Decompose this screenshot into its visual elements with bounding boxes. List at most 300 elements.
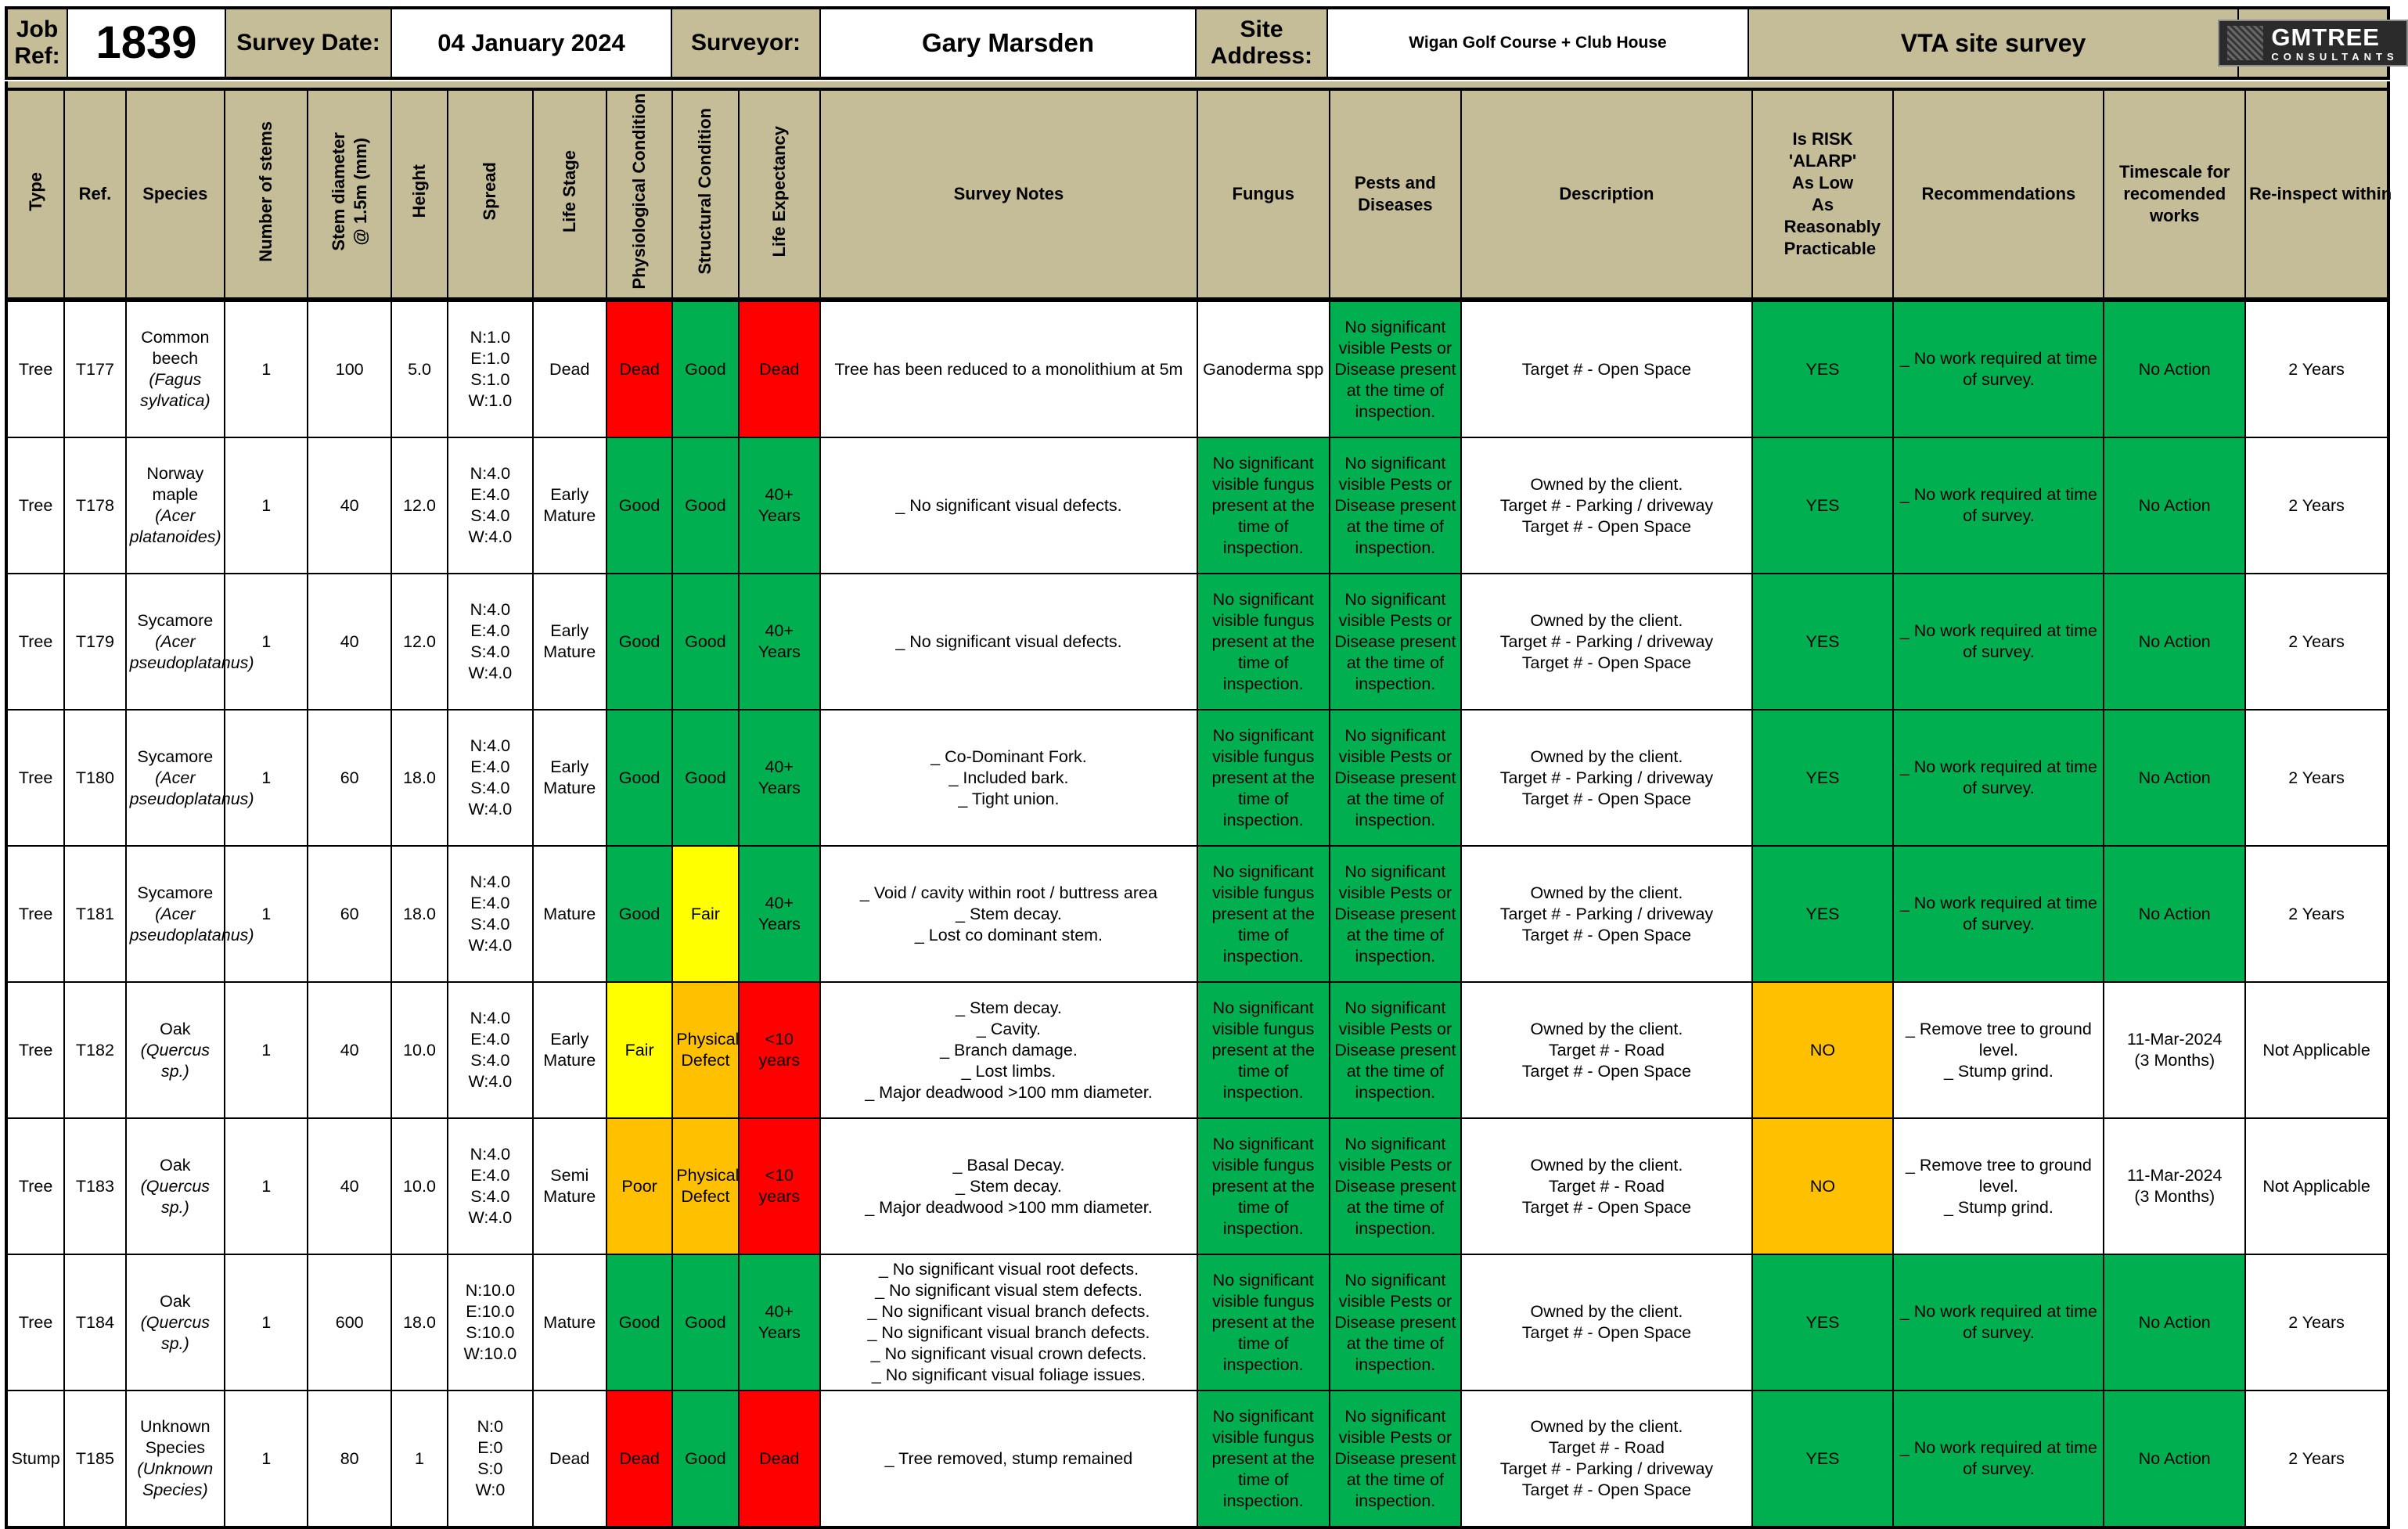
note-line: _ Co-Dominant Fork. — [930, 747, 1087, 766]
cell-physiological: Good — [606, 574, 672, 710]
note-line: _ Lost limbs. — [961, 1061, 1056, 1081]
cell-life-expectancy: <10 years — [739, 1118, 820, 1254]
company-logo — [2238, 8, 2399, 78]
cell-height: 12.0 — [391, 574, 448, 710]
cell-ref: T184 — [64, 1254, 125, 1390]
note-line: _ No significant visual branch defects. — [867, 1302, 1150, 1321]
spread-line: N:1.0 — [470, 328, 511, 347]
description-line: Target # - Parking / driveway — [1499, 495, 1714, 515]
cell-physiological: Good — [606, 437, 672, 574]
spread-line: E:4.0 — [470, 485, 510, 504]
spread-line: N:0 — [477, 1417, 504, 1436]
description-line: Owned by the client. — [1530, 1417, 1683, 1436]
cell-spread — [448, 437, 532, 574]
cell-risk: YES — [1752, 710, 1894, 846]
cell-risk: YES — [1752, 846, 1894, 982]
species-latin: (Fagus sylvatica) — [140, 370, 211, 410]
cell-stems: 1 — [225, 710, 308, 846]
cell-spread — [448, 982, 532, 1118]
cell-species — [126, 437, 225, 574]
cell-type: Tree — [6, 574, 64, 710]
spread-line: N:4.0 — [470, 1145, 511, 1164]
cell-timescale — [2104, 437, 2245, 574]
cell-ref: T185 — [64, 1390, 125, 1527]
spread-line: W:0 — [475, 1480, 506, 1499]
cell-timescale — [2104, 710, 2245, 846]
cell-species — [126, 300, 225, 437]
cell-survey-notes — [820, 1390, 1197, 1527]
cell-timescale — [2104, 300, 2245, 437]
cell-type: Tree — [6, 710, 64, 846]
cell-description — [1461, 437, 1751, 574]
cell-survey-notes — [820, 300, 1197, 437]
description-line: Target # - Open Space — [1521, 1061, 1692, 1081]
tree-logo-icon — [2227, 26, 2263, 60]
col-spread: Spread — [448, 89, 532, 300]
description-line: Target # - Parking / driveway — [1499, 768, 1714, 787]
cell-recommendations — [1893, 710, 2104, 846]
cell-life-stage: Semi Mature — [533, 1118, 606, 1254]
cell-species — [126, 1254, 225, 1390]
cell-spread — [448, 846, 532, 982]
cell-ref: T182 — [64, 982, 125, 1118]
table-row — [6, 710, 2388, 846]
cell-fungus: No significant visible fungus present at the time of inspection. — [1197, 1254, 1330, 1390]
cell-reinspect: 2 Years — [2245, 574, 2388, 710]
col-physiological: Physiological Condition — [606, 89, 672, 300]
cell-height: 12.0 — [391, 437, 448, 574]
cell-type: Tree — [6, 300, 64, 437]
recommendation-line: _ No work required at time of survey. — [1899, 1438, 2097, 1478]
cell-diameter: 40 — [308, 982, 391, 1118]
cell-height: 5.0 — [391, 300, 448, 437]
timescale-line: No Action — [2138, 495, 2211, 515]
cell-diameter: 100 — [308, 300, 391, 437]
recommendation-line: _ No work required at time of survey. — [1899, 1302, 2097, 1342]
cell-pests: No significant visible Pests or Disease present at the time of inspection. — [1330, 574, 1462, 710]
description-line: Target # - Parking / driveway — [1499, 1459, 1714, 1478]
site-address-label: Site Address: — [1196, 8, 1327, 78]
cell-structural: Physical Defect — [672, 982, 738, 1118]
description-line: Target # - Parking / driveway — [1499, 904, 1714, 923]
cell-fungus: No significant visible fungus present at the time of inspection. — [1197, 1118, 1330, 1254]
cell-stems: 1 — [225, 1254, 308, 1390]
cell-stems: 1 — [225, 437, 308, 574]
spread-line: E:4.0 — [470, 1030, 510, 1049]
cell-life-stage: Dead — [533, 1390, 606, 1527]
note-line: _ Basal Decay. — [952, 1155, 1065, 1175]
note-line: _ Stem decay. — [956, 904, 1062, 923]
cell-recommendations — [1893, 982, 2104, 1118]
cell-timescale — [2104, 982, 2245, 1118]
timescale-line: 11-Mar-2024 — [2127, 1030, 2223, 1049]
note-line: _ Major deadwood >100 mm diameter. — [865, 1197, 1153, 1217]
cell-risk: YES — [1752, 574, 1894, 710]
cell-spread — [448, 1254, 532, 1390]
cell-reinspect: 2 Years — [2245, 437, 2388, 574]
recommendation-line: _ No work required at time of survey. — [1899, 757, 2097, 797]
cell-survey-notes — [820, 574, 1197, 710]
species-common: Norway maple — [146, 464, 204, 504]
species-common: Sycamore — [137, 883, 214, 902]
cell-reinspect: 2 Years — [2245, 846, 2388, 982]
spread-line: W:4.0 — [468, 800, 513, 818]
species-latin: (Acer platanoides) — [129, 506, 221, 546]
cell-life-expectancy: Dead — [739, 1390, 820, 1527]
spread-line: S:0 — [477, 1459, 503, 1478]
cell-life-expectancy: 40+ Years — [739, 846, 820, 982]
spread-line: S:4.0 — [470, 779, 510, 797]
cell-description — [1461, 574, 1751, 710]
cell-risk: YES — [1752, 1390, 1894, 1527]
cell-height: 18.0 — [391, 710, 448, 846]
survey-table — [5, 88, 2390, 1529]
description-line: Target # - Open Space — [1521, 516, 1692, 536]
header-separator — [5, 81, 2390, 88]
cell-species — [126, 574, 254, 710]
cell-diameter: 40 — [308, 574, 391, 710]
cell-type: Stump — [6, 1390, 64, 1527]
cell-description — [1461, 1254, 1751, 1390]
table-row — [6, 1390, 2388, 1527]
recommendation-line: _ Remove tree to ground level. — [1905, 1019, 2092, 1060]
col-fungus: Fungus — [1197, 89, 1330, 300]
description-line: Owned by the client. — [1530, 747, 1683, 766]
description-line: Target # - Open Space — [1521, 1323, 1692, 1342]
recommendation-line: _ No work required at time of survey. — [1899, 621, 2097, 661]
cell-risk: YES — [1752, 437, 1894, 574]
note-line: _ No significant visual branch defects. — [867, 1323, 1150, 1342]
col-structural: Structural Condition — [672, 89, 738, 300]
table-row — [6, 300, 2388, 437]
description-line: Target # - Open Space — [1521, 1197, 1692, 1217]
cell-diameter: 40 — [308, 1118, 391, 1254]
note-line: _ Stem decay. — [956, 998, 1062, 1017]
species-latin: (Quercus sp.) — [140, 1040, 211, 1081]
cell-spread — [448, 574, 532, 710]
cell-type: Tree — [6, 1254, 64, 1390]
spread-line: S:4.0 — [470, 642, 510, 661]
cell-life-expectancy: Dead — [739, 300, 820, 437]
description-line: Target # - Road — [1548, 1438, 1665, 1457]
spread-line: E:4.0 — [470, 757, 510, 776]
cell-timescale — [2104, 846, 2245, 982]
cell-height: 1 — [391, 1390, 448, 1527]
note-line: _ Cavity. — [976, 1019, 1041, 1038]
cell-physiological: Good — [606, 1254, 672, 1390]
species-common: Oak — [160, 1155, 191, 1175]
cell-life-expectancy: 40+ Years — [739, 574, 820, 710]
recommendation-line: _ No work required at time of survey. — [1899, 894, 2097, 934]
note-line: _ Major deadwood >100 mm diameter. — [865, 1082, 1153, 1102]
cell-pests: No significant visible Pests or Disease present at the time of inspection. — [1330, 1254, 1462, 1390]
cell-structural: Physical Defect — [672, 1118, 738, 1254]
timescale-line: No Action — [2138, 359, 2211, 379]
cell-reinspect: 2 Years — [2245, 1390, 2388, 1527]
description-line: Owned by the client. — [1530, 1302, 1683, 1321]
col-species: Species — [126, 89, 225, 300]
cell-recommendations — [1893, 1390, 2104, 1527]
cell-physiological: Good — [606, 846, 672, 982]
cell-recommendations — [1893, 846, 2104, 982]
cell-stems: 1 — [225, 1118, 308, 1254]
timescale-line: No Action — [2138, 904, 2211, 923]
cell-survey-notes — [820, 846, 1197, 982]
spread-line: N:4.0 — [470, 736, 511, 755]
table-row — [6, 982, 2388, 1118]
description-line: Owned by the client. — [1530, 883, 1683, 902]
cell-fungus: No significant visible fungus present at the time of inspection. — [1197, 710, 1330, 846]
description-line: Target # - Open Space — [1521, 653, 1692, 672]
cell-reinspect: 2 Years — [2245, 710, 2388, 846]
cell-timescale — [2104, 1390, 2245, 1527]
cell-structural: Good — [672, 437, 738, 574]
cell-risk: YES — [1752, 1254, 1894, 1390]
table-row — [6, 1118, 2388, 1254]
cell-stems: 1 — [225, 1390, 308, 1527]
cell-pests: No significant visible Pests or Disease present at the time of inspection. — [1330, 1118, 1462, 1254]
cell-stems: 1 — [225, 574, 308, 710]
col-type: Type — [6, 89, 64, 300]
cell-spread — [448, 1118, 532, 1254]
spread-line: N:4.0 — [470, 872, 511, 891]
description-line: Target # - Open Space — [1521, 1480, 1692, 1499]
survey-date-label: Survey Date: — [225, 8, 391, 78]
cell-fungus: Ganoderma spp — [1197, 300, 1330, 437]
cell-species — [126, 982, 225, 1118]
description-line: Owned by the client. — [1530, 1019, 1683, 1038]
note-line: _ No significant visual foliage issues. — [871, 1365, 1146, 1384]
cell-physiological: Good — [606, 710, 672, 846]
table-row — [6, 846, 2388, 982]
cell-diameter: 60 — [308, 710, 391, 846]
cell-timescale — [2104, 1118, 2245, 1254]
cell-spread — [448, 300, 532, 437]
species-common: Oak — [160, 1291, 191, 1311]
description-line: Target # - Open Space — [1521, 359, 1692, 379]
cell-stems: 1 — [225, 982, 308, 1118]
cell-recommendations — [1893, 574, 2104, 710]
cell-fungus: No significant visible fungus present at the time of inspection. — [1197, 982, 1330, 1118]
species-latin: (Acer pseudoplatanus) — [129, 904, 254, 944]
col-stem-diameter: Stem diameter @ 1.5m (mm) — [308, 89, 391, 300]
cell-pests: No significant visible Pests or Disease present at the time of inspection. — [1330, 710, 1462, 846]
timescale-line: (3 Months) — [2134, 1187, 2215, 1206]
timescale-line: 11-Mar-2024 — [2127, 1166, 2223, 1185]
col-height: Height — [391, 89, 448, 300]
note-line: Tree has been reduced to a monolithium at 5m — [834, 359, 1183, 379]
spread-line: S:10.0 — [466, 1323, 515, 1342]
cell-type: Tree — [6, 982, 64, 1118]
cell-height: 10.0 — [391, 982, 448, 1118]
spread-line: S:1.0 — [470, 370, 510, 389]
surveyor-label: Surveyor: — [671, 8, 820, 78]
logo-main-text: GMTREE — [2271, 23, 2380, 51]
survey-date-value: 04 January 2024 — [391, 8, 671, 78]
cell-description — [1461, 710, 1751, 846]
description-line: Owned by the client. — [1530, 1155, 1683, 1175]
surveyor-value: Gary Marsden — [820, 8, 1196, 78]
note-line: _ No significant visual defects. — [895, 495, 1122, 515]
cell-recommendations — [1893, 300, 2104, 437]
cell-species — [126, 1390, 225, 1527]
timescale-line: (3 Months) — [2134, 1051, 2215, 1070]
spread-line: E:4.0 — [470, 621, 510, 640]
cell-description — [1461, 300, 1751, 437]
job-ref-label: Job Ref: — [6, 8, 67, 78]
note-line: _ No significant visual stem defects. — [875, 1281, 1143, 1300]
spread-line: W:1.0 — [468, 391, 513, 410]
cell-survey-notes — [820, 1254, 1197, 1390]
cell-species — [126, 846, 254, 982]
cell-recommendations — [1893, 1254, 2104, 1390]
cell-physiological: Dead — [606, 300, 672, 437]
species-common: Common beech — [141, 328, 210, 368]
col-life-stage: Life Stage — [533, 89, 606, 300]
cell-stems: 1 — [225, 846, 308, 982]
cell-description — [1461, 1390, 1751, 1527]
spread-line: N:4.0 — [470, 464, 511, 483]
col-pests: Pests and Diseases — [1330, 89, 1462, 300]
note-line: _ Void / cavity within root / buttress area — [859, 883, 1157, 902]
timescale-line: No Action — [2138, 1448, 2211, 1468]
spread-line: W:4.0 — [468, 936, 513, 955]
cell-risk: NO — [1752, 1118, 1894, 1254]
recommendation-line: _ Remove tree to ground level. — [1905, 1155, 2092, 1196]
cell-spread — [448, 1390, 532, 1527]
cell-fungus: No significant visible fungus present at the time of inspection. — [1197, 1390, 1330, 1527]
cell-life-stage: Early Mature — [533, 710, 606, 846]
spread-line: S:4.0 — [470, 915, 510, 934]
cell-life-stage: Mature — [533, 846, 606, 982]
cell-ref: T179 — [64, 574, 125, 710]
spread-line: W:4.0 — [468, 527, 513, 546]
cell-type: Tree — [6, 1118, 64, 1254]
cell-life-stage: Dead — [533, 300, 606, 437]
cell-survey-notes — [820, 982, 1197, 1118]
spread-line: E:1.0 — [470, 349, 510, 368]
spread-line: N:4.0 — [470, 1009, 511, 1027]
cell-reinspect: 2 Years — [2245, 1254, 2388, 1390]
cell-ref: T180 — [64, 710, 125, 846]
species-common: Sycamore — [137, 610, 214, 630]
cell-physiological: Dead — [606, 1390, 672, 1527]
spread-line: E:0 — [477, 1438, 503, 1457]
cell-survey-notes — [820, 1118, 1197, 1254]
description-line: Target # - Road — [1548, 1040, 1665, 1060]
logo-sub-text: CONSULTANTS — [2271, 50, 2399, 63]
cell-reinspect: Not Applicable — [2245, 982, 2388, 1118]
spread-line: S:4.0 — [470, 1051, 510, 1070]
description-line: Target # - Open Space — [1521, 925, 1692, 944]
cell-life-expectancy: 40+ Years — [739, 1254, 820, 1390]
recommendation-line: _ Stump grind. — [1943, 1197, 2053, 1217]
recommendation-line: _ No work required at time of survey. — [1899, 349, 2097, 389]
spread-line: W:4.0 — [468, 1072, 513, 1091]
col-ref: Ref. — [64, 89, 125, 300]
cell-timescale — [2104, 574, 2245, 710]
species-latin: (Acer pseudoplatanus) — [129, 768, 254, 808]
col-description: Description — [1461, 89, 1751, 300]
note-line: _ Stem decay. — [956, 1176, 1062, 1196]
cell-life-expectancy: 40+ Years — [739, 437, 820, 574]
cell-diameter: 60 — [308, 846, 391, 982]
cell-life-stage: Early Mature — [533, 574, 606, 710]
cell-risk: YES — [1752, 300, 1894, 437]
cell-life-stage: Early Mature — [533, 437, 606, 574]
recommendation-line: _ Stump grind. — [1943, 1061, 2053, 1081]
note-line: _ No significant visual defects. — [895, 631, 1122, 651]
table-row — [6, 574, 2388, 710]
col-stems: Number of stems — [225, 89, 308, 300]
cell-type: Tree — [6, 846, 64, 982]
cell-recommendations — [1893, 1118, 2104, 1254]
note-line: _ Tree removed, stump remained — [884, 1448, 1133, 1468]
species-latin: (Unknown Species) — [137, 1459, 214, 1499]
cell-height: 18.0 — [391, 1254, 448, 1390]
cell-fungus: No significant visible fungus present at the time of inspection. — [1197, 437, 1330, 574]
col-timescale: Timescale for recomended works — [2104, 89, 2245, 300]
cell-structural: Good — [672, 1254, 738, 1390]
cell-physiological: Poor — [606, 1118, 672, 1254]
spread-line: E:10.0 — [466, 1302, 515, 1321]
timescale-line: No Action — [2138, 631, 2211, 651]
note-line: _ No significant visual crown defects. — [870, 1344, 1147, 1363]
cell-pests: No significant visible Pests or Disease present at the time of inspection. — [1330, 437, 1462, 574]
cell-description — [1461, 1118, 1751, 1254]
column-header-row — [6, 89, 2388, 300]
cell-height: 10.0 — [391, 1118, 448, 1254]
cell-survey-notes — [820, 437, 1197, 574]
spread-line: S:4.0 — [470, 506, 510, 525]
survey-header — [5, 6, 2399, 80]
species-latin: (Quercus sp.) — [140, 1176, 211, 1217]
cell-structural: Good — [672, 1390, 738, 1527]
site-address-value: Wigan Golf Course + Club House — [1327, 8, 1748, 78]
cell-ref: T183 — [64, 1118, 125, 1254]
cell-pests: No significant visible Pests or Disease present at the time of inspection. — [1330, 982, 1462, 1118]
col-life-expectancy: Life Expectancy — [739, 89, 820, 300]
cell-species — [126, 710, 254, 846]
cell-life-expectancy: 40+ Years — [739, 710, 820, 846]
col-recommendations: Recommendations — [1893, 89, 2104, 300]
spread-line: N:10.0 — [465, 1281, 516, 1300]
spread-line: W:10.0 — [463, 1344, 517, 1363]
cell-spread — [448, 710, 532, 846]
cell-species — [126, 1118, 225, 1254]
cell-survey-notes — [820, 710, 1197, 846]
note-line: _ Branch damage. — [940, 1040, 1078, 1060]
description-line: Target # - Road — [1548, 1176, 1665, 1196]
job-ref-value: 1839 — [67, 8, 225, 78]
survey-type-title: VTA site survey — [1748, 8, 2238, 78]
cell-risk: NO — [1752, 982, 1894, 1118]
recommendation-line: _ No work required at time of survey. — [1899, 485, 2097, 525]
cell-type: Tree — [6, 437, 64, 574]
cell-ref: T181 — [64, 846, 125, 982]
cell-diameter: 80 — [308, 1390, 391, 1527]
cell-structural: Good — [672, 300, 738, 437]
spread-line: S:4.0 — [470, 1187, 510, 1206]
cell-structural: Good — [672, 574, 738, 710]
cell-reinspect: 2 Years — [2245, 300, 2388, 437]
cell-timescale — [2104, 1254, 2245, 1390]
spread-line: E:4.0 — [470, 894, 510, 912]
cell-fungus: No significant visible fungus present at the time of inspection. — [1197, 574, 1330, 710]
cell-height: 18.0 — [391, 846, 448, 982]
note-line: _ No significant visual root defects. — [878, 1260, 1139, 1279]
description-line: Target # - Open Space — [1521, 789, 1692, 808]
